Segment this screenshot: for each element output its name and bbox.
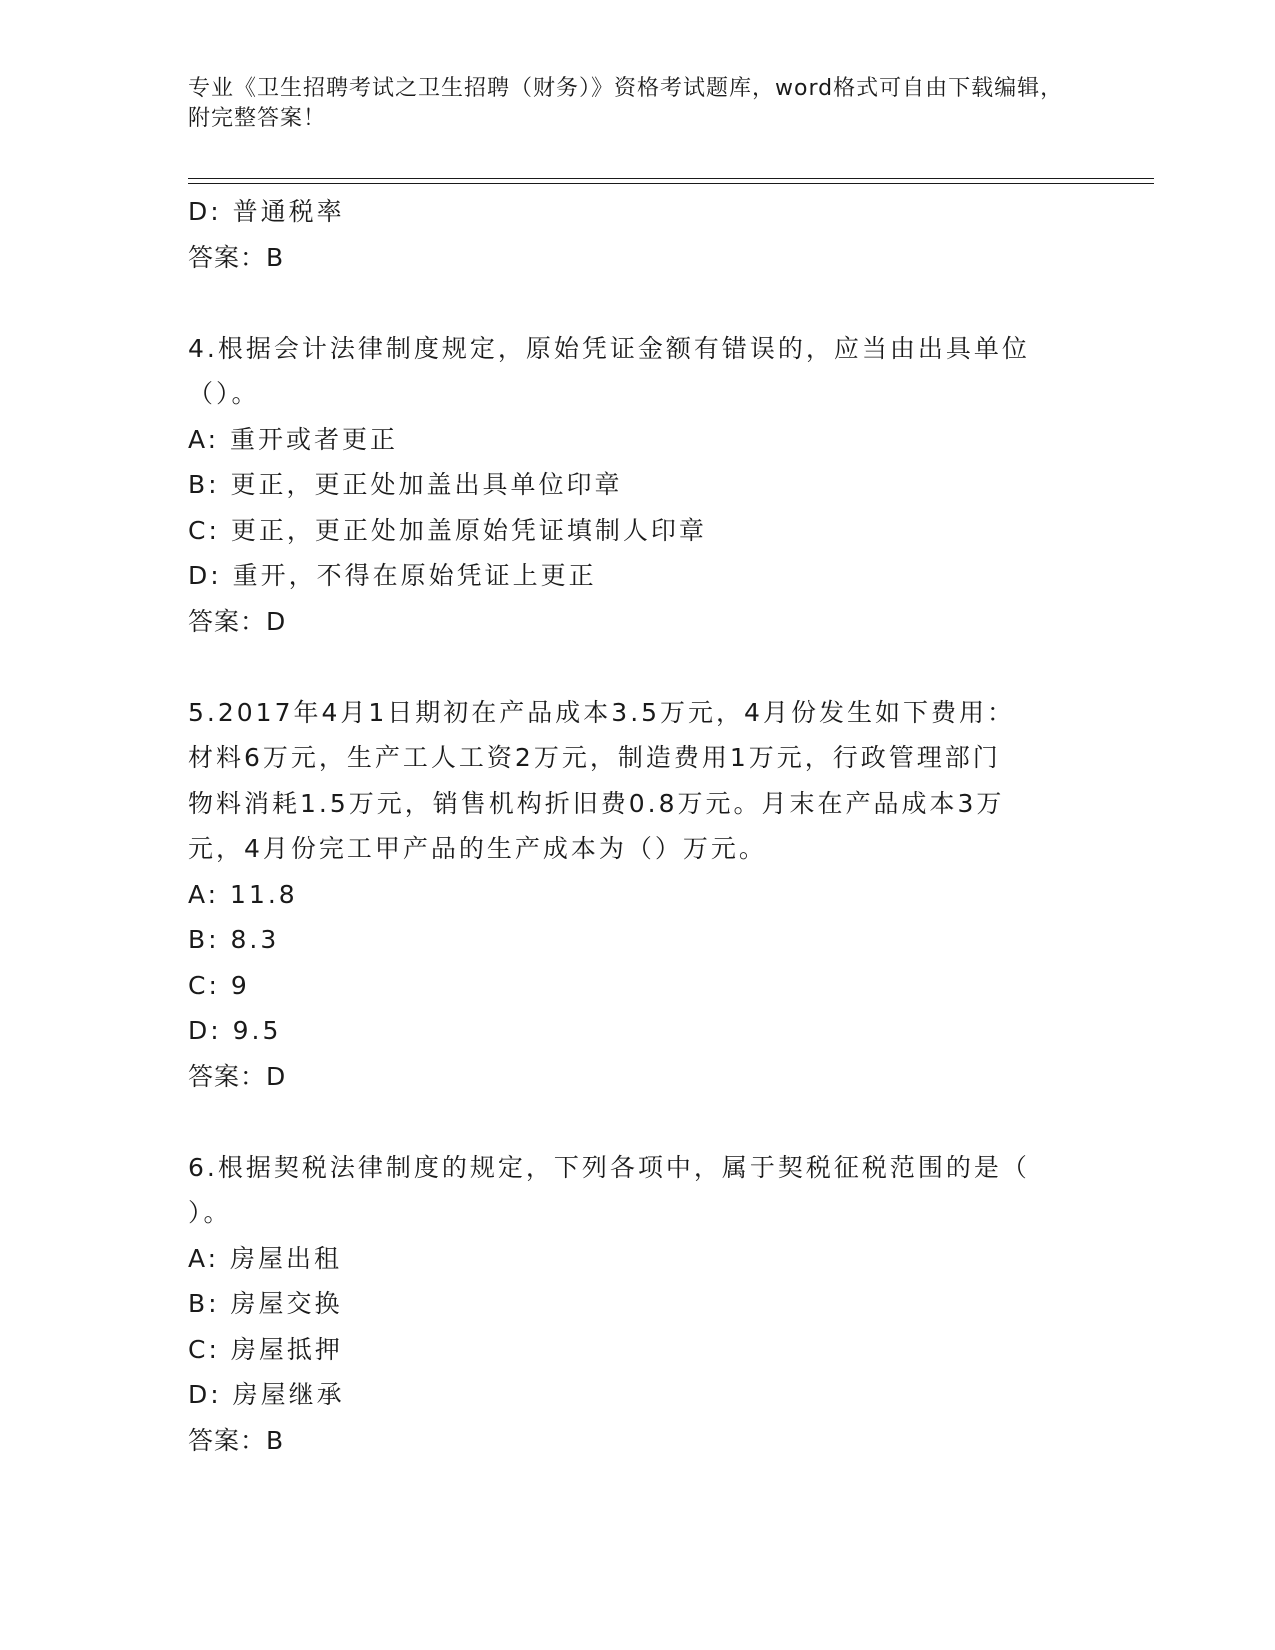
header-rule-top	[188, 178, 1154, 179]
option-a: A: 房屋出租	[188, 1243, 343, 1273]
question-line: 物料消耗1.5万元，销售机构折旧费0.8万元。月末在产品成本3万	[188, 788, 1005, 818]
option-d: D: 普通税率	[188, 197, 345, 226]
question-line: 6.根据契税法律制度的规定，下列各项中，属于契税征税范围的是（	[188, 1152, 1030, 1182]
question-line: 元，4月份完工甲产品的生产成本为（）万元。	[188, 834, 767, 863]
question-line: 4.根据会计法律制度规定，原始凭证金额有错误的，应当由出具单位	[188, 333, 1030, 363]
header-rule-bottom	[188, 183, 1154, 184]
option-d: D: 重开，不得在原始凭证上更正	[188, 561, 597, 590]
option-b: B: 8.3	[188, 925, 280, 954]
spacer	[188, 280, 1068, 326]
answer-label: 答案：D	[188, 606, 287, 636]
question-block	[188, 326, 1068, 645]
question-line: ）。	[188, 1198, 232, 1227]
option-d: D: 9.5	[188, 1016, 282, 1045]
question-stem	[188, 1145, 1068, 1236]
option-a: A: 重开或者更正	[188, 424, 399, 454]
question-block	[188, 1145, 1068, 1464]
question-line: （）。	[188, 379, 260, 408]
answer-label: 答案：B	[188, 1425, 285, 1455]
option-c: C: 房屋抵押	[188, 1334, 343, 1364]
spacer	[188, 1099, 1068, 1145]
document-header	[188, 74, 1068, 134]
option-d: D: 房屋继承	[188, 1380, 345, 1409]
question-stem	[188, 326, 1068, 417]
question-stem	[188, 690, 1068, 872]
question-block	[188, 690, 1068, 1100]
option-b: B: 房屋交换	[188, 1289, 343, 1318]
option-a: A: 11.8	[188, 879, 298, 909]
answer-label: 答案：B	[188, 242, 285, 272]
question-line: 材料6万元，生产工人工资2万元，制造费用1万元，行政管理部门	[188, 743, 1001, 772]
spacer	[188, 644, 1068, 690]
answer-label: 答案：D	[188, 1061, 287, 1091]
question-line: 5.2017年4月1日期初在产品成本3.5万元，4月份发生如下费用：	[188, 697, 1015, 727]
header-title: 专业《卫生招聘考试之卫生招聘（财务）》资格考试题库，word格式可自由下载编辑，附完整答案！	[188, 76, 1064, 131]
option-c: C: 更正，更正处加盖原始凭证填制人印章	[188, 515, 707, 545]
option-b: B: 更正，更正处加盖出具单位印章	[188, 470, 623, 499]
option-c: C: 9	[188, 970, 250, 1000]
question-content	[188, 189, 1068, 1463]
